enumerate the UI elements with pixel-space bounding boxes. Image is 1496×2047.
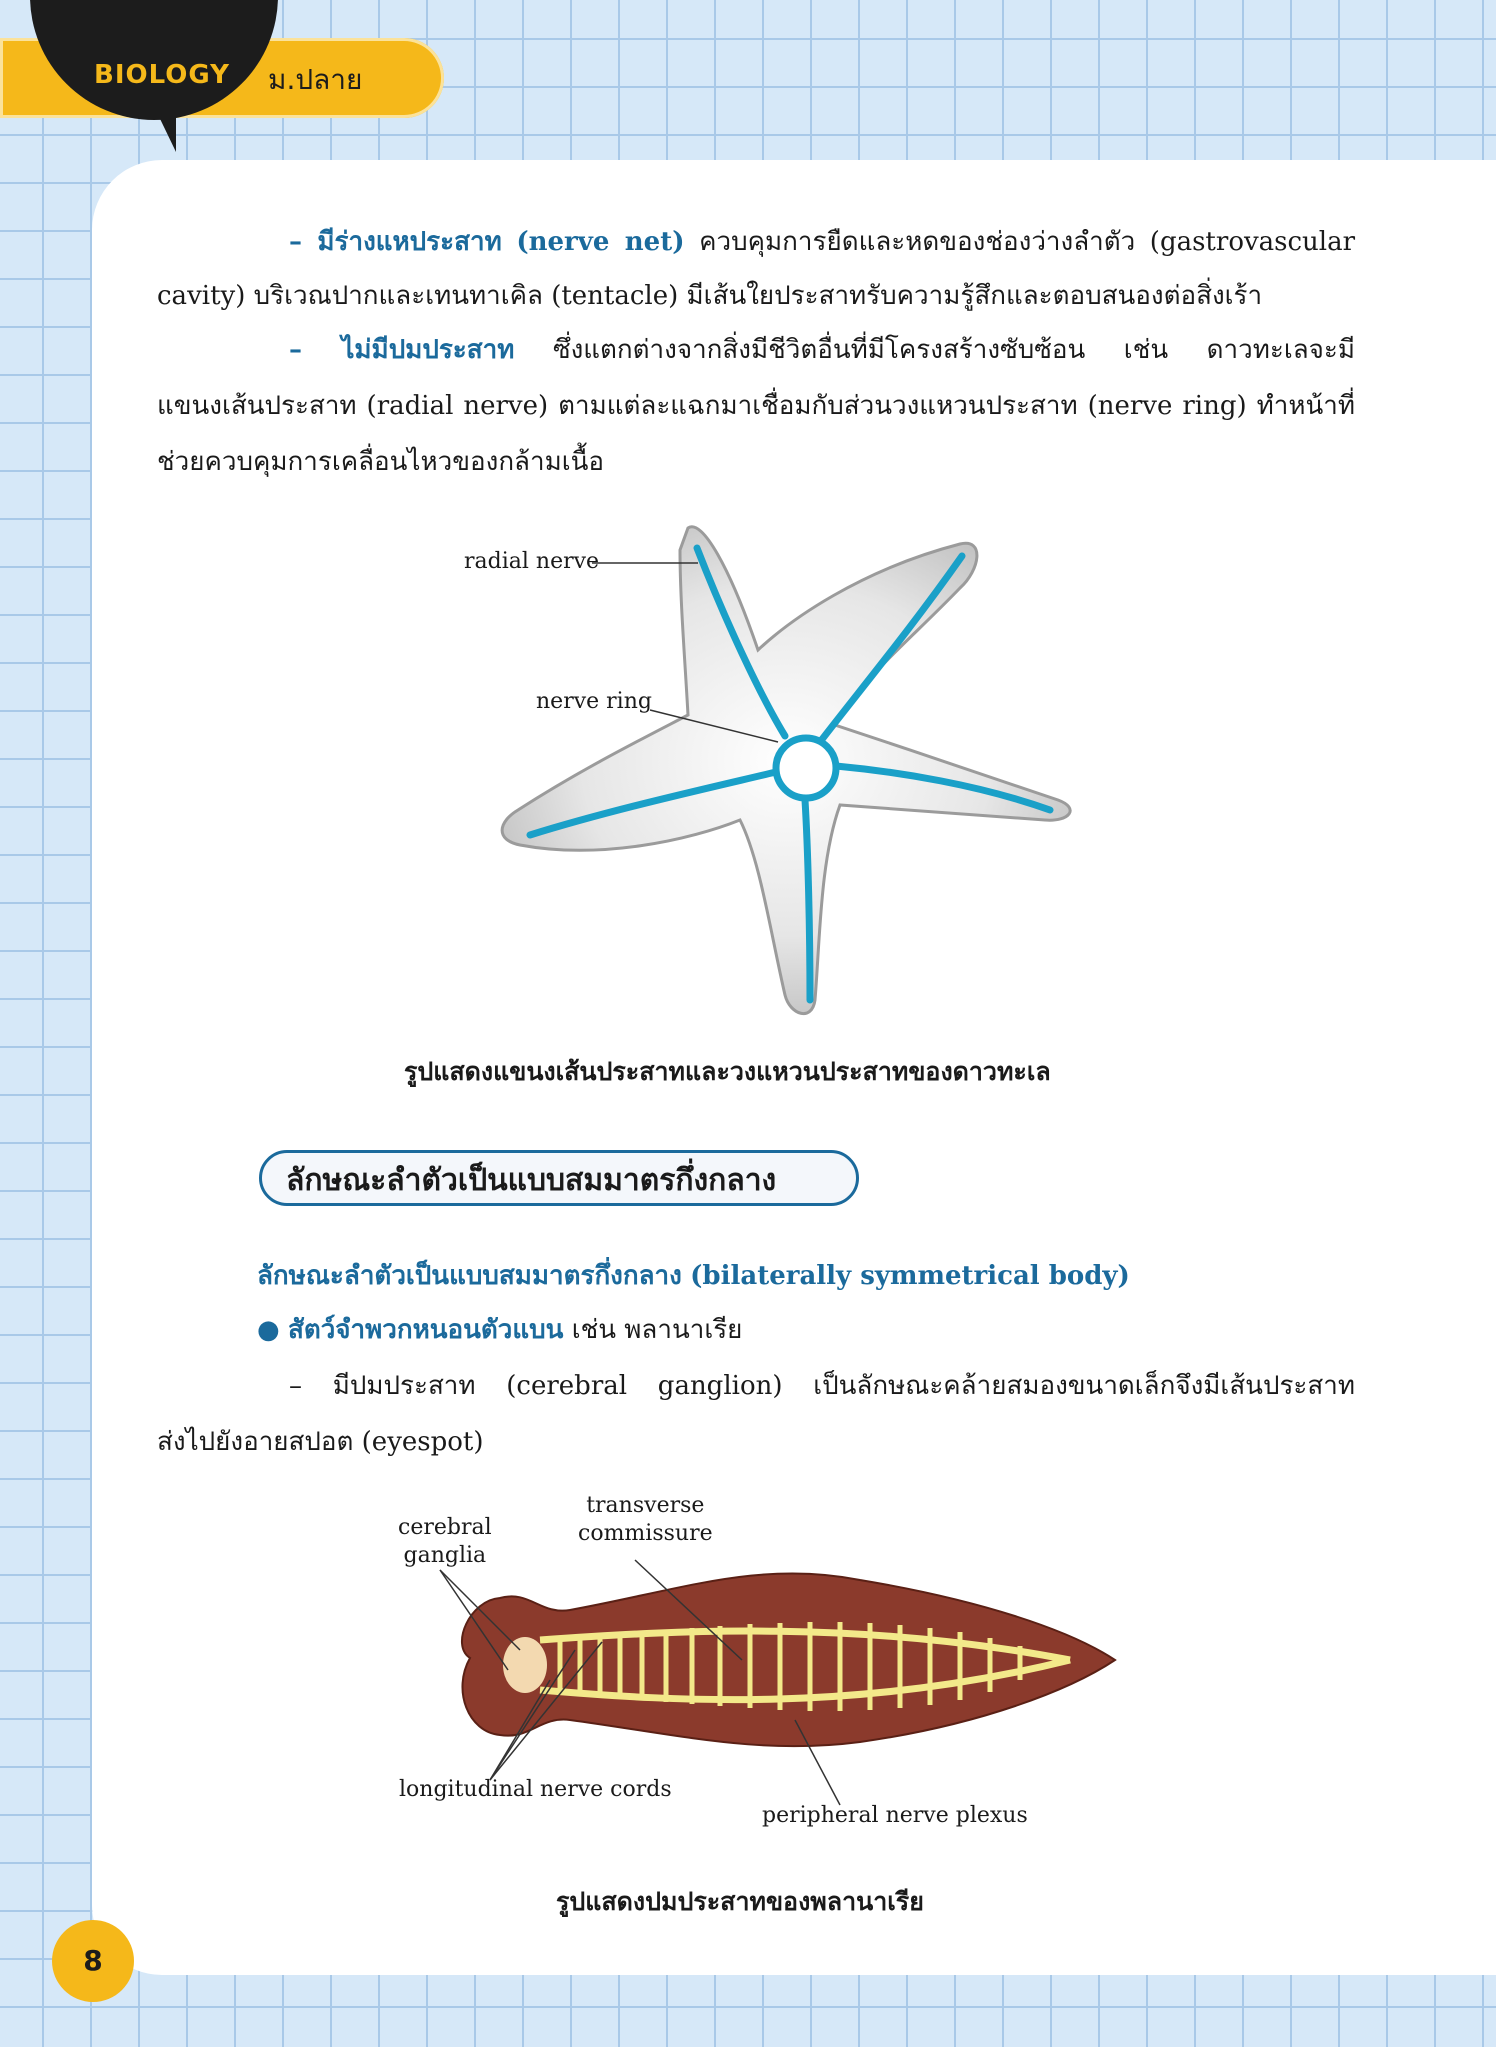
flatworm-rest: เช่น พลานาเรีย [571,1315,743,1345]
para1-line2: cavity) บริเวณปากและเทนทาเคิล (tentacle) มีเส้นใยประสาทรับความรู้สึกและตอบสนองต่อสิ่งเร้า [157,281,1263,311]
section-title: ลักษณะลำตัวเป็นแบบสมมาตรกึ่งกลาง [259,1150,859,1206]
subject-label: BIOLOGY [94,60,230,90]
para2-line3: ช่วยควบคุมการเคลื่อนไหวของกล้ามเนื้อ [157,447,605,477]
para3-line2: ส่งไปยังอายสปอต (eyespot) [157,1427,484,1457]
no-ganglion-term: – ไม่มีปมประสาท [289,335,515,365]
para1-line1 [157,214,1355,270]
para2-line1-text: ซึ่งแตกต่างจากสิ่งมีชีวิตอื่นที่มีโครงสร้างซับซ้อน เช่น ดาวทะเลจะมี [552,335,1356,365]
para1-line1-text: ควบคุมการยืดและหดของช่องว่างลำตัว (gastrovascular [699,227,1356,257]
starfish-caption: รูปแสดงแขนงเส้นประสาทและวงแหวนประสาทของดาวทะเล [404,1057,1051,1086]
para2-line1 [157,322,1355,378]
transverse-commissure-label [578,1492,713,1548]
para2-line2: แขนงเส้นประสาท (radial nerve) ตามแต่ละแฉกมาเชื่อมกับส่วนวงแหวนประสาท (nerve ring) ทำหน้าที่ [157,391,1355,421]
cerebral-label-line1: cerebral [398,1515,492,1540]
para3-heading [157,1248,1355,1304]
transverse-label-line2: commissure [578,1521,713,1546]
cerebral-ganglia-shape [503,1637,547,1693]
starfish-diagram [440,510,1080,1030]
nerve-net-term: – มีร่างแหประสาท [289,227,502,257]
page-number: 8 [52,1920,134,2002]
nerve-ring [776,738,836,798]
cerebral-label-line2: ganglia [403,1543,487,1568]
radial-nerve-label: radial nerve [464,549,600,574]
cerebral-ganglia-label [398,1514,492,1570]
level-label: ม.ปลาย [268,63,363,96]
flatworm-term: สัตว์จำพวกหนอนตัวแบน [287,1315,564,1345]
transverse-label-line1: transverse [586,1493,705,1518]
para3-bullet [157,1302,1355,1358]
peripheral-plexus-label: peripheral nerve plexus [762,1803,1028,1828]
planaria-caption: รูปแสดงปมประสาทของพลานาเรีย [556,1887,924,1916]
header-bubble-tail [150,98,176,152]
bilateral-heading-en: (bilaterally symmetrical body) [690,1261,1130,1291]
nerve-ring-label: nerve ring [536,689,652,714]
bullet-dot-icon: ● [257,1315,280,1345]
longitudinal-cords-label: longitudinal nerve cords [399,1777,672,1802]
bilateral-heading: ลักษณะลำตัวเป็นแบบสมมาตรกึ่งกลาง [257,1261,682,1291]
nerve-net-term-en: (nerve net) [516,227,685,257]
planaria-diagram [380,1480,1140,1820]
para3-line1: – มีปมประสาท (cerebral ganglion) เป็นลักษณะคล้ายสมองขนาดเล็กจึงมีเส้นประสาท [289,1371,1355,1401]
